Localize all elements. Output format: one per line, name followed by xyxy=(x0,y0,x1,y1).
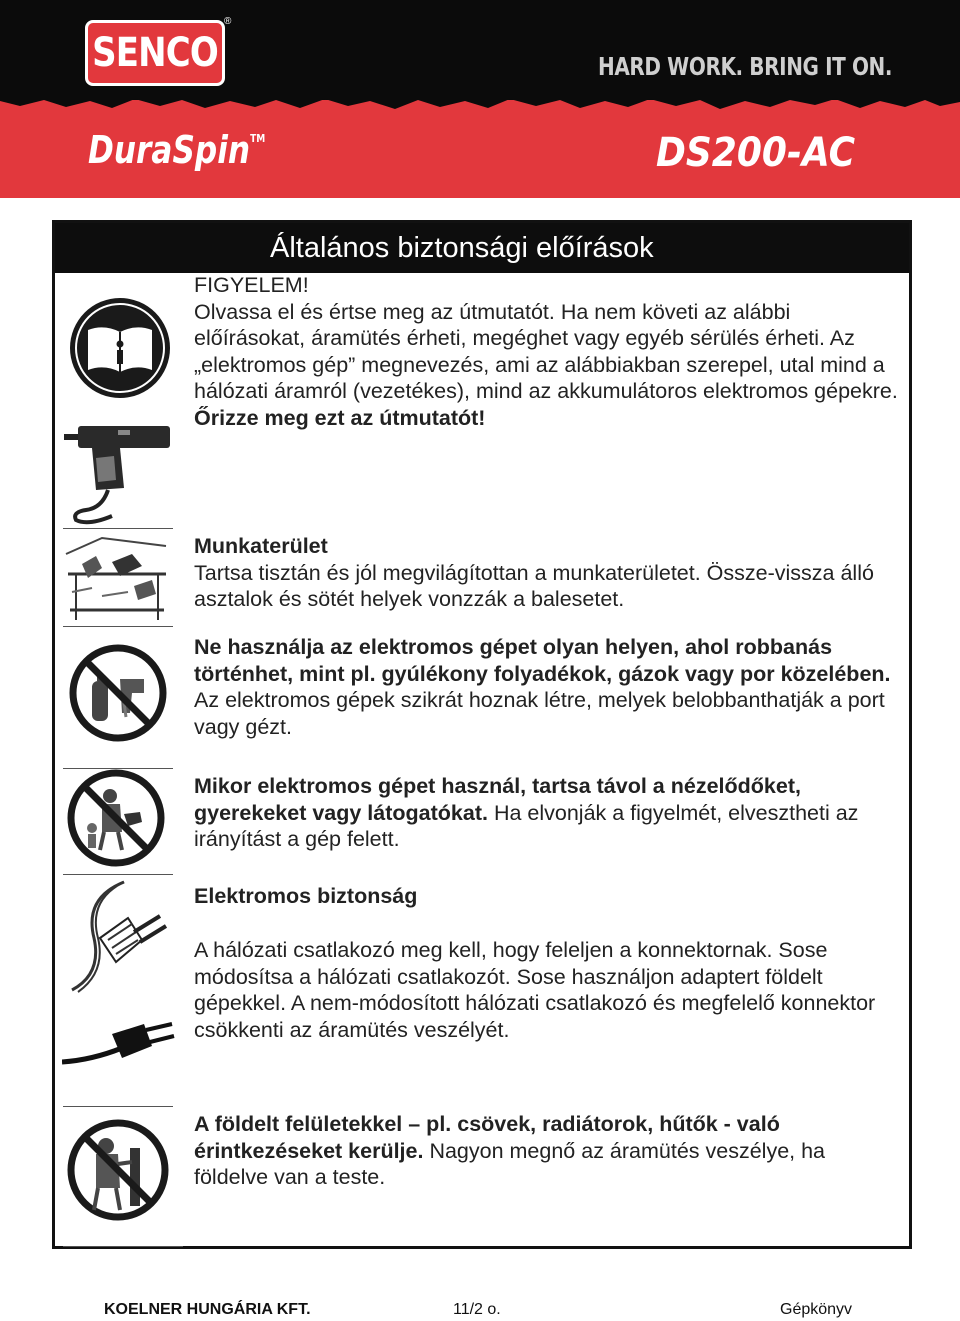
bystanders-paragraph xyxy=(194,773,894,853)
workarea-heading: Munkaterület xyxy=(194,534,328,558)
workarea-body: Tartsa tisztán és jól megvilágítottan a munkaterületet. Össze-vissza álló asztalok és sötét helyek vonzzák a balesetet. xyxy=(194,560,874,611)
bystanders-warning: Mikor elektromos gépet használ, tartsa távol a nézelődőket, gyerekeket vagy látogatókat. xyxy=(194,774,801,825)
keep-manual-note: Őrizze meg ezt az útmutatót! xyxy=(194,405,486,430)
electrical-heading: Elektromos biztonság xyxy=(194,884,418,908)
two-pin-plug-icon xyxy=(64,878,174,998)
product-trademark: TM xyxy=(250,132,266,145)
icon-divider xyxy=(63,626,173,627)
electrical-heading-block xyxy=(194,883,894,910)
electrical-section xyxy=(194,937,894,1043)
icon-divider xyxy=(63,528,173,529)
warning-heading: FIGYELEM! xyxy=(194,273,309,297)
no-flammable-icon xyxy=(68,643,168,743)
footer-company: KOELNER HUNGÁRIA KFT. xyxy=(104,1301,311,1318)
read-manual-icon xyxy=(68,296,172,400)
grounded-warning: A földelt felületekkel – pl. csövek, radiátorok, hűtők - való érintkezéseket kerülje. xyxy=(194,1112,780,1163)
model-number: DS200-AC xyxy=(656,130,856,176)
title-bar xyxy=(55,223,909,273)
explosive-body: Az elektromos gépek szikrát hoznak létre, melyek belobbanthatják a port vagy gézt. xyxy=(194,688,885,739)
torn-edge-decoration xyxy=(0,88,960,114)
grounded-plug-icon xyxy=(62,1010,177,1070)
bystanders-section xyxy=(194,773,894,853)
grounded-paragraph xyxy=(194,1111,894,1191)
page-title: Általános biztonsági előírások xyxy=(270,232,654,264)
explosive-paragraph xyxy=(194,634,894,740)
senco-logo xyxy=(85,20,225,86)
warning-section xyxy=(194,272,904,431)
footer-document: Gépkönyv xyxy=(780,1301,853,1318)
grounded-body: Nagyon megnő az áramütés veszélye, ha földelve van a teste. xyxy=(194,1138,826,1189)
header-banner xyxy=(0,0,960,198)
no-grounded-contact-icon xyxy=(66,1118,170,1222)
icon-divider xyxy=(63,1106,173,1107)
tagline: HARD WORK. BRING IT ON. xyxy=(598,52,893,81)
brand-name: SENCO xyxy=(92,30,218,76)
product-name xyxy=(88,128,265,172)
warning-body: Olvassa el és értse meg az útmutatót. Ha nem követi az alábbi előírásokat, áramütés érheti, megéghet vagy egyéb sérülés érheti. Az „elektromos gép” megnevezés, ami az alábbiakban szerepel, utal mind a hálózati áramról (vezetékes), mind az akkumulátoros elektromos gépekre. xyxy=(194,299,898,403)
no-bystanders-icon xyxy=(66,768,166,868)
icon-divider xyxy=(63,1246,183,1247)
explosive-section xyxy=(194,634,894,740)
workarea-section xyxy=(194,533,894,613)
grounded-section xyxy=(194,1111,894,1191)
product-name-text: DuraSpin xyxy=(88,128,251,172)
icon-divider xyxy=(63,874,173,875)
footer-page-number: 11/2 o. xyxy=(453,1301,501,1318)
bystanders-body: Ha elvonják a figyelmét, elvesztheti az irányítást a gép felett. xyxy=(194,800,859,851)
screwdriver-tool-icon xyxy=(62,416,177,526)
explosive-warning: Ne használja az elektromos gépet olyan helyen, ahol robbanás történhet, mint pl. gyúlékony folyadékok, gázok vagy por közelében. xyxy=(194,635,891,686)
electrical-body: A hálózati csatlakozó meg kell, hogy feleljen a konnektornak. Sose módosítsa a hálózati csatlakozót. Sose használjon adaptert földelt gépekkel. A nem-módosított hálózati csatlakozó és megfelelő konnektor csökkenti az áramütés veszélyét. xyxy=(194,938,876,1042)
workbench-icon xyxy=(62,534,172,624)
registered-mark: ® xyxy=(224,16,232,27)
